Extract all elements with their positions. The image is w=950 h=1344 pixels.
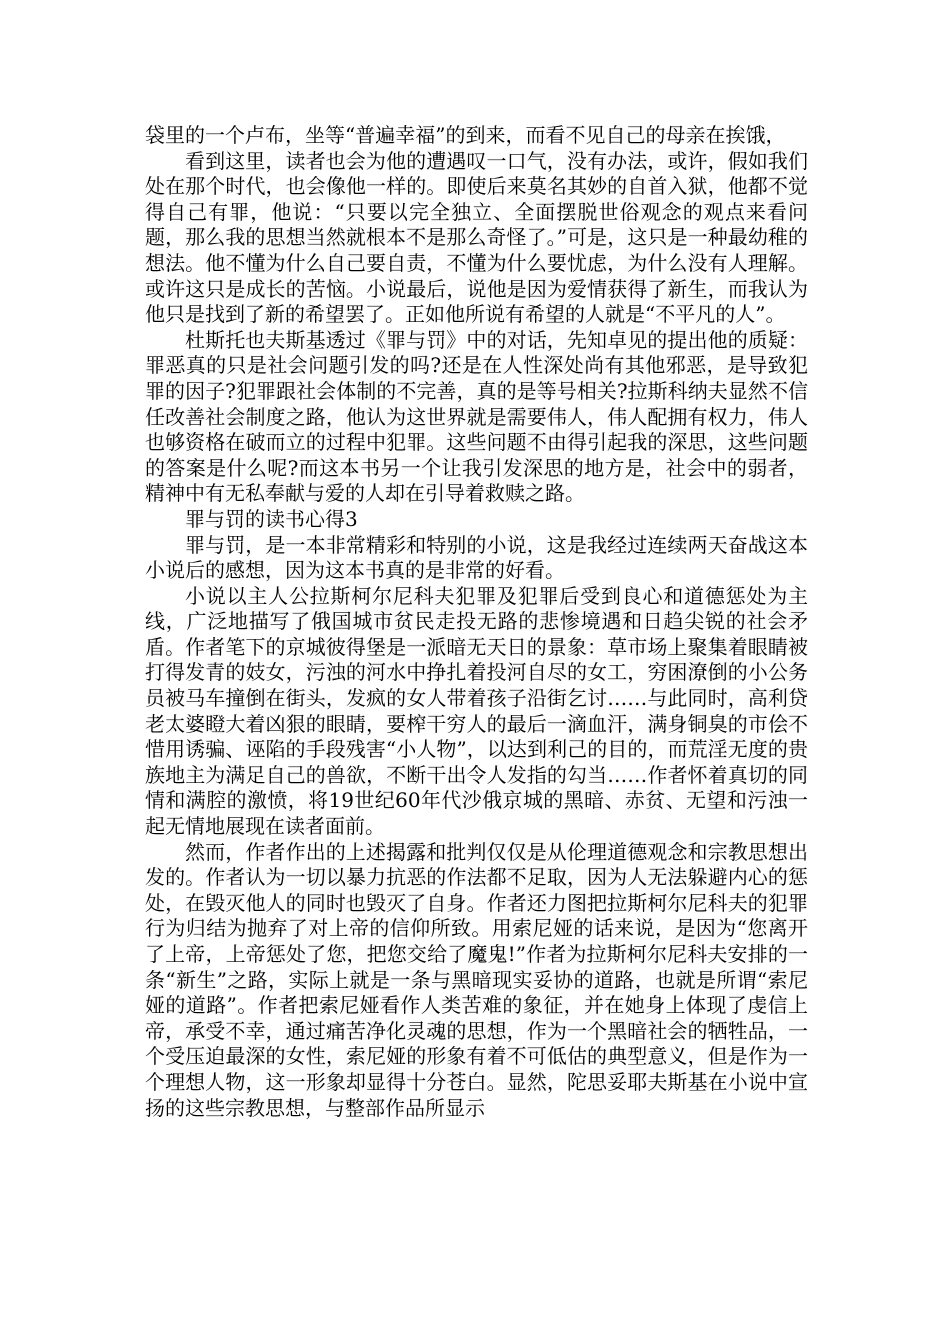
paragraph: 看到这里，读者也会为他的遭遇叹一口气，没有办法，或许，假如我们处在那个时代，也会像他一样的。即使后来莫名其妙的自首入狱，他都不觉得自己有罪，他说：“只要以完全独立、全面摆脱世俗观念的观点来看问题，那么我的思想当然就根本不是那么奇怪了。”可是，这只是一种最幼稚的想法。他不懂为什么自己要自责，不懂为什么要忧虑，为什么没有人理解。或许这只是成长的苦恼。小说最后，说他是因为爱情获得了新生，而我认为他只是找到了新的希望罢了。正如他所说有希望的人就是“不平凡的人”。	[145, 148, 808, 327]
paragraph: 然而，作者作出的上述揭露和批判仅仅是从伦理道德观念和宗教思想出发的。作者认为一切以暴力抗恶的作法都不足取，因为人无法躲避内心的惩处，在毁灭他人的同时也毁灭了自身。作者还力图把拉斯柯尔尼科夫的犯罪行为归结为抛弃了对上帝的信仰所致。用索尼娅的话来说，是因为“您离开了上帝，上帝惩处了您，把您交给了魔鬼!”作者为拉斯柯尔尼科夫安排的一条“新生”之路，实际上就是一条与黑暗现实妥协的道路，也就是所谓“索尼娅的道路”。作者把索尼娅看作人类苦难的象征，并在她身上体现了虔信上帝，承受不幸，通过痛苦净化灵魂的思想，作为一个黑暗社会的牺牲品，一个受压迫最深的女性，索尼娅的形象有着不可低估的典型意义，但是作为一个理想人物，这一形象却显得十分苍白。显然，陀思妥耶夫斯基在小说中宣扬的这些宗教思想，与整部作品所显示	[145, 839, 808, 1120]
paragraph-continuation: 袋里的一个卢布，坐等“普遍幸福”的到来，而看不见自己的母亲在挨饿，	[145, 123, 786, 147]
document-body	[145, 123, 808, 1121]
paragraph: 小说以主人公拉斯柯尔尼科夫犯罪及犯罪后受到良心和道德惩处为主线，广泛地描写了俄国城市贫民走投无路的悲惨境遇和日趋尖锐的社会矛盾。作者笔下的京城彼得堡是一派暗无天日的景象：草市场上聚集着眼睛被打得发青的妓女，污浊的河水中挣扎着投河自尽的女工，穷困潦倒的小公务员被马车撞倒在街头，发疯的女人带着孩子沿街乞讨……与此同时，高利贷老太婆瞪大着凶狠的眼睛，要榨干穷人的最后一滴血汗，满身铜臭的市侩不惜用诱骗、诬陷的手段残害“小人物”，以达到利己的目的，而荒淫无度的贵族地主为满足自己的兽欲，不断干出令人发指的勾当……作者怀着真切的同情和满腔的激愤，将19世纪60年代沙俄京城的黑暗、赤贫、无望和污浊一起无情地展现在读者面前。	[145, 583, 808, 839]
paragraph: 罪与罚，是一本非常精彩和特别的小说，这是我经过连续两天奋战这本小说后的感想，因为这本书真的是非常的好看。	[145, 532, 808, 583]
paragraph: 杜斯托也夫斯基透过《罪与罚》中的对话，先知卓见的提出他的质疑：罪恶真的只是社会问题引发的吗?还是在人性深处尚有其他邪恶，是导致犯罪的因子?犯罪跟社会体制的不完善，真的是等号相关?拉斯科纳夫显然不信任改善社会制度之路，他认为这世界就是需要伟人，伟人配拥有权力，伟人也够资格在破而立的过程中犯罪。这些问题不由得引起我的深思，这些问题的答案是什么呢?而这本书另一个让我引发深思的地方是，社会中的弱者，精神中有无私奉献与爱的人却在引导着救赎之路。	[145, 327, 808, 506]
section-heading: 罪与罚的读书心得3	[185, 506, 358, 531]
